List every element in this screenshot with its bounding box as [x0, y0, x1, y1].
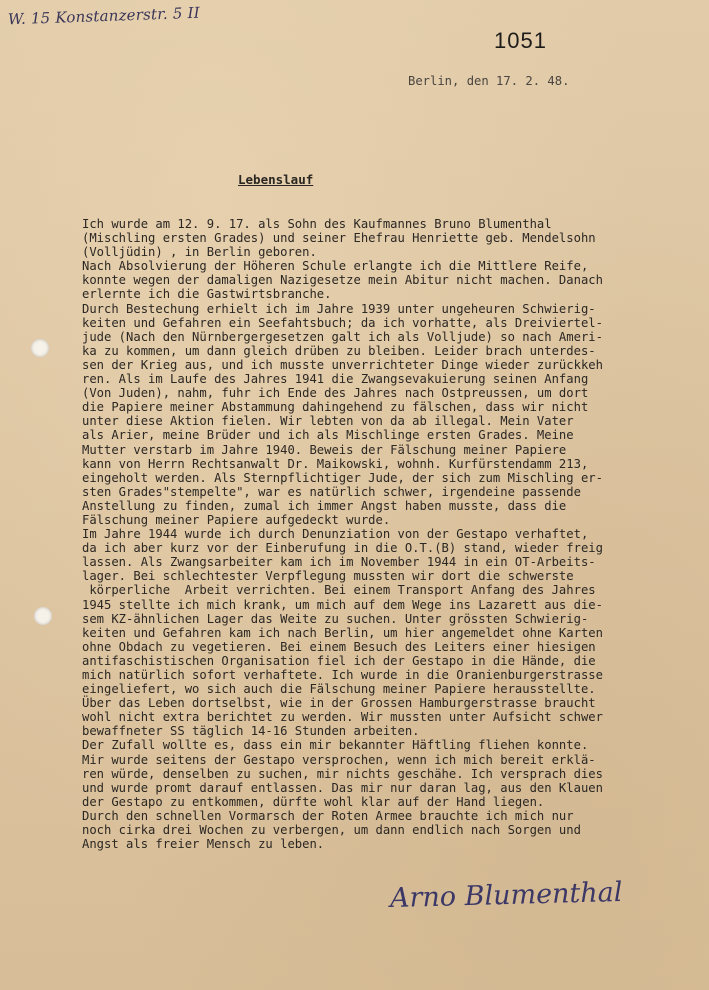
text-line: keiten und Gefahren kam ich nach Berlin, um hier angemeldet ohne Karten	[82, 625, 603, 640]
document-body	[82, 217, 707, 851]
handwritten-address-note: W. 15 Konstanzerstr. 5 II	[7, 3, 201, 29]
place-and-date: Berlin, den 17. 2. 48.	[408, 74, 570, 88]
text-line: unter diese Aktion fielen. Wir lebten von da ab illegal. Mein Vater	[82, 414, 574, 429]
text-line: mich natürlich sofort verhaftete. Ich wurde in die Oranienburgerstrasse	[82, 668, 603, 682]
signature: Arno Blumenthal	[389, 876, 623, 915]
text-line: eingeliefert, wo sich auch die Fälschung meiner Papiere herausstellte.	[82, 682, 596, 697]
text-line: ohne Obdach zu vegetieren. Bei einem Besuch des Leiters einer hiesigen	[82, 639, 596, 654]
text-line: Mutter verstarb im Jahre 1940. Beweis der Fälschung meiner Papiere	[82, 442, 567, 457]
text-line: wohl nicht extra berichtet zu werden. Wir mussten unter Aufsicht schwer	[82, 710, 603, 725]
text-line: da ich aber kurz vor der Einberufung in die O.T.(B) stand, wieder freig	[82, 541, 603, 556]
text-line: Mir wurde seitens der Gestapo versprochen, wenn ich mich bereit erklä-	[82, 752, 596, 767]
text-line: ka zu kommen, um dann gleich drüben zu bleiben. Leider brach unterdes-	[82, 343, 596, 358]
text-line: Durch Bestechung erhielt ich im Jahre 1939 unter ungeheuren Schwierig-	[82, 301, 596, 316]
text-line: Über das Leben dortselbst, wie in der Grossen Hamburgerstrasse braucht	[82, 696, 596, 711]
text-line: Ich wurde am 12. 9. 17. als Sohn des Kaufmannes Bruno Blumenthal	[82, 217, 552, 231]
text-line: körperliche Arbeit verrichten. Bei einem Transport Anfang des Jahres	[82, 583, 596, 598]
text-line: Fälschung meiner Papiere aufgedeckt wurde.	[82, 512, 391, 527]
text-line: sten Grades"stempelte", war es natürlich schwer, irgendeine passende	[82, 484, 581, 499]
text-line: der Gestapo zu entkommen, dürfte wohl klar auf der Hand liegen.	[82, 794, 545, 809]
text-line: eingeholt werden. Als Sternpflichtiger Jude, der sich zum Mischling er-	[82, 470, 603, 485]
text-line: kann von Herrn Rechtsanwalt Dr. Maikowski, wohnh. Kurfürstendamm 213,	[82, 456, 589, 471]
text-line: Anstellung zu finden, zumal ich immer Angst haben musste, dass die	[82, 498, 567, 513]
text-line: Nach Absolvierung der Höheren Schule erlangte ich die Mittlere Reife,	[82, 259, 589, 274]
punch-hole	[31, 339, 49, 357]
text-line: konnte wegen der damaligen Nazigesetze mein Abitur nicht machen. Danach	[82, 273, 603, 288]
text-line: antifaschistischen Organisation fiel ich der Gestapo in die Hände, die	[82, 653, 596, 668]
text-line: ren. Als im Laufe des Jahres 1941 die Zwangsevakuierung seinen Anfang	[82, 372, 589, 387]
text-line: Im Jahre 1944 wurde ich durch Denunziation von der Gestapo verhaftet,	[82, 527, 589, 542]
text-line: Der Zufall wollte es, dass ein mir bekannter Häftling fliehen konnte.	[82, 738, 589, 753]
text-line: die Papiere meiner Abstammung dahingehend zu fälschen, dass wir nicht	[82, 400, 589, 415]
text-line: Angst als freier Mensch zu leben.	[82, 837, 325, 852]
text-line: und wurde promt darauf entlassen. Das mir nur daran lag, aus den Klauen	[82, 780, 603, 795]
text-line: 1945 stellte ich mich krank, um mich auf dem Wege ins Lazarett aus die-	[82, 597, 603, 612]
text-line: lager. Bei schlechtester Verpflegung mussten wir dort die schwerste	[82, 569, 574, 584]
text-line: als Arier, meine Brüder und ich als Mischlinge ersten Grades. Meine	[82, 428, 574, 443]
text-line: jude (Nach den Nürnbergergesetzen galt ich als Volljude) so nach Ameri-	[82, 329, 603, 344]
text-line: bewaffneter SS täglich 14-16 Stunden arbeiten.	[82, 724, 420, 739]
text-line: (Von Juden), nahm, fuhr ich Ende des Jahres nach Ostpreussen, um dort	[82, 386, 589, 401]
text-line: noch cirka drei Wochen zu verbergen, um dann endlich nach Sorgen und	[82, 823, 581, 838]
text-line: sen der Krieg aus, und ich musste unverrichteter Dinge wieder zurückkeh	[82, 357, 603, 372]
text-line: sem KZ-ähnlichen Lager das Weite zu suchen. Unter grössten Schwierig-	[82, 611, 589, 626]
text-line: lassen. Als Zwangsarbeiter kam ich im November 1944 in ein OT-Arbeits-	[82, 555, 596, 570]
document-number: 1051	[494, 28, 547, 53]
document-title: Lebenslauf	[238, 172, 314, 187]
text-line: erlernte ich die Gastwirtsbranche.	[82, 287, 332, 302]
text-line: (Volljüdin) , in Berlin geboren.	[82, 245, 317, 260]
text-line: (Mischling ersten Grades) und seiner Ehefrau Henriette geb. Mendelsohn	[82, 231, 596, 246]
punch-hole	[34, 607, 52, 625]
text-line: keiten und Gefahren ein Seefahtsbuch; da ich vorhatte, als Dreiviertel-	[82, 315, 603, 330]
text-line: ren würde, denselben zu suchen, mir nichts geschähe. Ich versprach dies	[82, 766, 603, 781]
text-line: Durch den schnellen Vormarsch der Roten Armee brauchte ich mich nur	[82, 808, 574, 823]
